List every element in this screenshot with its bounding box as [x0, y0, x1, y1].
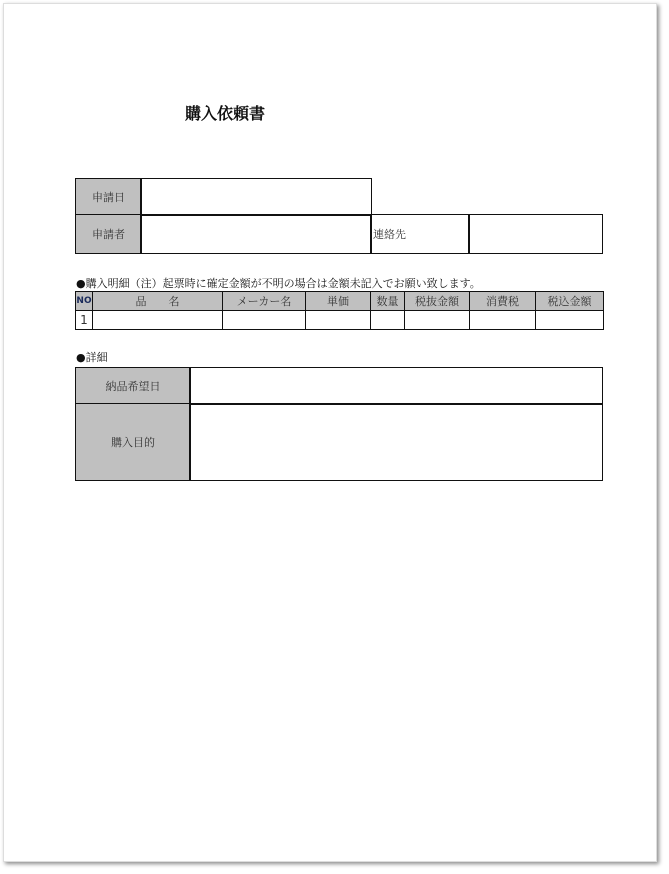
- header-maker: メーカー名: [222, 291, 306, 311]
- cell-maker[interactable]: [222, 310, 306, 330]
- delivery-date-field[interactable]: [189, 367, 603, 405]
- cell-amount-excl-tax[interactable]: [404, 310, 470, 330]
- header-unit-price: 単価: [305, 291, 371, 311]
- purpose-label: 購入目的: [75, 403, 191, 481]
- cell-unit-price[interactable]: [305, 310, 371, 330]
- row-number: 1: [75, 310, 93, 330]
- header-item-name: 品 名: [92, 291, 223, 311]
- cell-quantity[interactable]: [370, 310, 405, 330]
- header-quantity: 数量: [370, 291, 405, 311]
- cell-item-name[interactable]: [92, 310, 223, 330]
- header-tax: 消費税: [469, 291, 536, 311]
- application-date-field[interactable]: [140, 178, 372, 216]
- cell-tax[interactable]: [469, 310, 536, 330]
- document-title: 購入依頼書: [185, 104, 266, 123]
- application-date-label: 申請日: [75, 178, 142, 216]
- cell-amount-incl-tax[interactable]: [535, 310, 604, 330]
- purpose-field[interactable]: [189, 403, 603, 481]
- details-heading: ●詳細: [76, 351, 108, 364]
- header-amount-incl-tax: 税込金額: [535, 291, 604, 311]
- applicant-label: 申請者: [75, 214, 142, 254]
- header-amount-excl-tax: 税抜金額: [404, 291, 470, 311]
- header-no: NO: [75, 291, 93, 311]
- contact-field[interactable]: [468, 214, 603, 254]
- contact-label: 連絡先: [370, 214, 470, 254]
- delivery-date-label: 納品希望日: [75, 367, 191, 405]
- applicant-field[interactable]: [140, 214, 372, 254]
- items-note: ●購入明細（注）起票時に確定金額が不明の場合は金額未記入でお願い致します。: [76, 277, 481, 290]
